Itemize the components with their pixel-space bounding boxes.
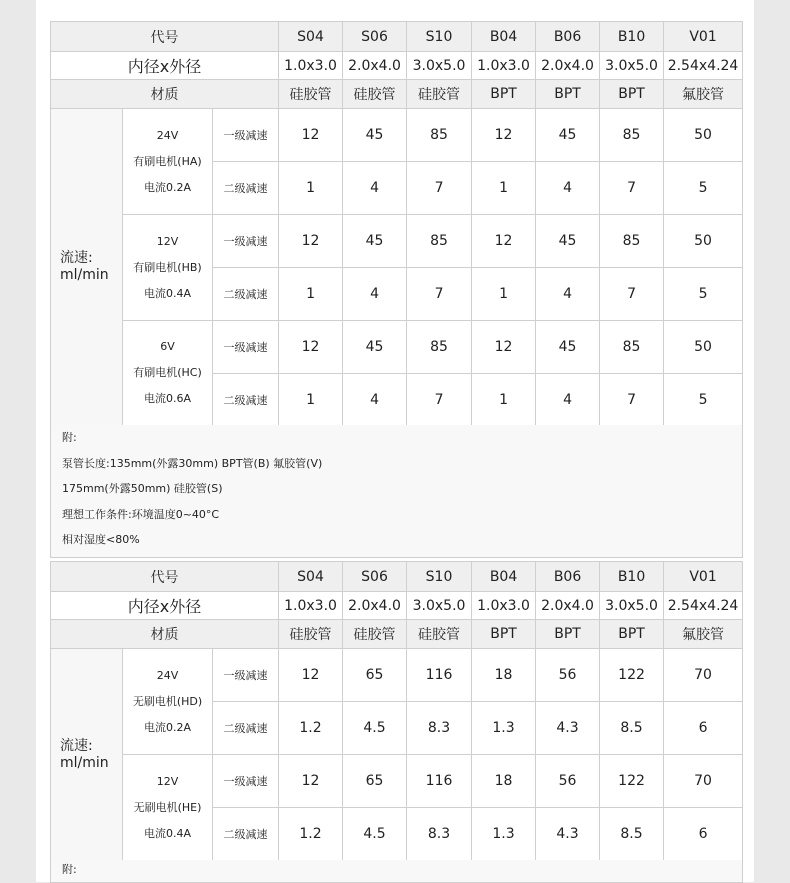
code-cell: V01	[664, 22, 743, 52]
flow-value: 12	[279, 215, 343, 268]
motor-type: 有刷电机(HB)	[133, 260, 202, 274]
stage-label: 二级减速	[213, 162, 279, 215]
code-cell: B10	[600, 562, 664, 592]
dims-cell: 2.0x4.0	[536, 592, 600, 620]
flow-value: 1	[472, 268, 536, 321]
motor-current: 电流0.2A	[143, 720, 192, 734]
dims-cell: 3.0x5.0	[407, 592, 472, 620]
spec-table-2	[50, 561, 743, 861]
flow-value: 4.3	[536, 808, 600, 861]
motor-voltage: 24V	[156, 128, 179, 142]
stage-label: 一级减速	[213, 109, 279, 162]
motor-spec	[123, 649, 213, 755]
flow-value: 70	[664, 755, 743, 808]
code-cell: B06	[536, 22, 600, 52]
dims-row	[51, 592, 743, 620]
flow-value: 50	[664, 321, 743, 374]
flow-value: 8.3	[407, 702, 472, 755]
flow-row	[51, 755, 743, 808]
flow-value: 4	[343, 162, 407, 215]
material-cell: 硅胶管	[279, 80, 343, 109]
flow-value: 18	[472, 649, 536, 702]
flow-value: 85	[600, 109, 664, 162]
notes-line: 理想工作条件:环境温度0~40°C	[62, 507, 220, 521]
material-cell: 硅胶管	[343, 620, 407, 649]
notes-line: 175mm(外露50mm) 硅胶管(S)	[62, 482, 223, 495]
dims-label: 内径x外径	[51, 52, 279, 80]
code-label: 代号	[51, 562, 279, 592]
stage-label: 二级减速	[213, 808, 279, 861]
flow-value: 122	[600, 755, 664, 808]
stage-label: 一级减速	[213, 321, 279, 374]
dims-cell: 1.0x3.0	[279, 592, 343, 620]
dims-cell: 2.54x4.24	[664, 592, 743, 620]
code-cell: B04	[472, 562, 536, 592]
flow-value: 50	[664, 109, 743, 162]
flow-value: 4	[343, 268, 407, 321]
flow-value: 4	[536, 268, 600, 321]
flow-value: 6	[664, 808, 743, 861]
flow-value: 122	[600, 649, 664, 702]
flow-value: 5	[664, 162, 743, 215]
material-cell: 硅胶管	[279, 620, 343, 649]
motor-current: 电流0.6A	[143, 392, 192, 405]
code-cell: S10	[407, 22, 472, 52]
dims-cell: 3.0x5.0	[600, 52, 664, 80]
material-label: 材质	[51, 620, 279, 649]
flow-value: 45	[536, 321, 600, 374]
flow-value: 45	[343, 215, 407, 268]
material-cell: BPT	[472, 80, 536, 109]
dims-cell: 2.0x4.0	[343, 52, 407, 80]
material-cell: 硅胶管	[343, 80, 407, 109]
stage-label: 一级减速	[213, 755, 279, 808]
motor-type: 有刷电机(HA)	[133, 154, 202, 168]
flow-value: 18	[472, 755, 536, 808]
flow-value: 7	[407, 374, 472, 426]
notes-title: 附:	[62, 431, 77, 444]
flow-value: 12	[472, 321, 536, 374]
code-row	[51, 562, 743, 592]
flow-value: 12	[279, 109, 343, 162]
flow-value: 8.3	[407, 808, 472, 861]
flow-value: 5	[664, 374, 743, 426]
flow-value: 12	[472, 215, 536, 268]
flow-value: 85	[407, 321, 472, 374]
flow-value: 12	[279, 649, 343, 702]
notes-line: 泵管长度:135mm(外露30mm) BPT管(B) 氟胶管(V)	[62, 456, 323, 470]
motor-current: 电流0.4A	[143, 826, 192, 840]
motor-spec	[123, 321, 213, 426]
flow-label	[51, 649, 123, 861]
notes-block	[50, 860, 743, 883]
motor-voltage: 12V	[156, 774, 179, 788]
flow-value: 45	[536, 109, 600, 162]
flow-value: 7	[600, 374, 664, 426]
material-cell: BPT	[600, 80, 664, 109]
material-cell: BPT	[536, 620, 600, 649]
material-cell: BPT	[472, 620, 536, 649]
motor-spec	[123, 755, 213, 861]
flow-value: 6	[664, 702, 743, 755]
flow-value: 85	[407, 109, 472, 162]
material-row	[51, 620, 743, 649]
motor-voltage: 6V	[160, 340, 175, 353]
flow-value: 8.5	[600, 702, 664, 755]
flow-value: 7	[600, 162, 664, 215]
material-cell: BPT	[536, 80, 600, 109]
code-cell: V01	[664, 562, 743, 592]
code-cell: B04	[472, 22, 536, 52]
flow-value: 116	[407, 755, 472, 808]
flow-value: 65	[343, 649, 407, 702]
flow-value: 8.5	[600, 808, 664, 861]
flow-value: 1.3	[472, 808, 536, 861]
flow-value: 4.3	[536, 702, 600, 755]
motor-current: 电流0.2A	[143, 180, 192, 194]
dims-cell: 1.0x3.0	[472, 592, 536, 620]
flow-value: 1	[279, 162, 343, 215]
dims-label: 内径x外径	[51, 592, 279, 620]
flow-value: 1	[279, 374, 343, 426]
flow-value: 50	[664, 215, 743, 268]
material-cell: 氟胶管	[664, 620, 743, 649]
notes-block	[50, 425, 743, 558]
flow-value: 45	[536, 215, 600, 268]
flow-value: 56	[536, 755, 600, 808]
motor-type: 有刷电机(HC)	[133, 366, 202, 379]
stage-label: 二级减速	[213, 268, 279, 321]
flow-value: 85	[600, 215, 664, 268]
flow-value: 7	[600, 268, 664, 321]
flow-value: 116	[407, 649, 472, 702]
dims-cell: 2.0x4.0	[536, 52, 600, 80]
code-cell: S06	[343, 562, 407, 592]
flow-row	[51, 109, 743, 162]
flow-row	[51, 649, 743, 702]
flow-value: 1.3	[472, 702, 536, 755]
dims-row	[51, 52, 743, 80]
motor-spec	[123, 109, 213, 215]
flow-value: 1	[472, 374, 536, 426]
flow-value: 65	[343, 755, 407, 808]
stage-label: 一级减速	[213, 649, 279, 702]
stage-label: 二级减速	[213, 702, 279, 755]
dims-cell: 3.0x5.0	[600, 592, 664, 620]
code-cell: S10	[407, 562, 472, 592]
motor-voltage: 12V	[156, 234, 179, 248]
flow-value: 4	[536, 374, 600, 426]
notes-line: 相对湿度<80%	[62, 533, 140, 546]
flow-row	[51, 321, 743, 374]
motor-spec	[123, 215, 213, 321]
flow-label-line: 流速:	[60, 737, 93, 754]
flow-value: 85	[600, 321, 664, 374]
flow-label	[51, 109, 123, 426]
flow-value: 12	[279, 321, 343, 374]
flow-value: 1	[279, 268, 343, 321]
flow-unit-line: ml/min	[60, 267, 109, 283]
material-label: 材质	[51, 80, 279, 109]
flow-unit-line: ml/min	[60, 754, 109, 771]
flow-value: 45	[343, 321, 407, 374]
motor-type: 无刷电机(HD)	[132, 694, 203, 708]
flow-value: 12	[472, 109, 536, 162]
dims-cell: 2.54x4.24	[664, 52, 743, 80]
material-row	[51, 80, 743, 109]
flow-value: 4.5	[343, 808, 407, 861]
material-cell: 氟胶管	[664, 80, 743, 109]
motor-type: 无刷电机(HE)	[133, 800, 202, 814]
flow-value: 70	[664, 649, 743, 702]
flow-label-line: 流速:	[60, 250, 93, 266]
dims-cell: 3.0x5.0	[407, 52, 472, 80]
motor-current: 电流0.4A	[143, 286, 192, 300]
spec-table-1	[50, 21, 743, 426]
dims-cell: 1.0x3.0	[472, 52, 536, 80]
flow-value: 1.2	[279, 702, 343, 755]
code-cell: S06	[343, 22, 407, 52]
material-cell: 硅胶管	[407, 620, 472, 649]
code-row	[51, 22, 743, 52]
motor-voltage: 24V	[156, 668, 179, 682]
material-cell: 硅胶管	[407, 80, 472, 109]
code-cell: S04	[279, 562, 343, 592]
dims-cell: 2.0x4.0	[343, 592, 407, 620]
code-cell: S04	[279, 22, 343, 52]
stage-label: 二级减速	[213, 374, 279, 426]
dims-cell: 1.0x3.0	[279, 52, 343, 80]
flow-row	[51, 215, 743, 268]
flow-value: 12	[279, 755, 343, 808]
flow-value: 5	[664, 268, 743, 321]
flow-value: 7	[407, 162, 472, 215]
flow-value: 7	[407, 268, 472, 321]
flow-value: 4	[343, 374, 407, 426]
code-cell: B10	[600, 22, 664, 52]
flow-value: 4.5	[343, 702, 407, 755]
flow-value: 4	[536, 162, 600, 215]
flow-value: 1	[472, 162, 536, 215]
flow-value: 56	[536, 649, 600, 702]
flow-value: 85	[407, 215, 472, 268]
code-cell: B06	[536, 562, 600, 592]
code-label: 代号	[51, 22, 279, 52]
flow-value: 1.2	[279, 808, 343, 861]
material-cell: BPT	[600, 620, 664, 649]
flow-value: 45	[343, 109, 407, 162]
notes-title: 附:	[62, 863, 77, 876]
stage-label: 一级减速	[213, 215, 279, 268]
